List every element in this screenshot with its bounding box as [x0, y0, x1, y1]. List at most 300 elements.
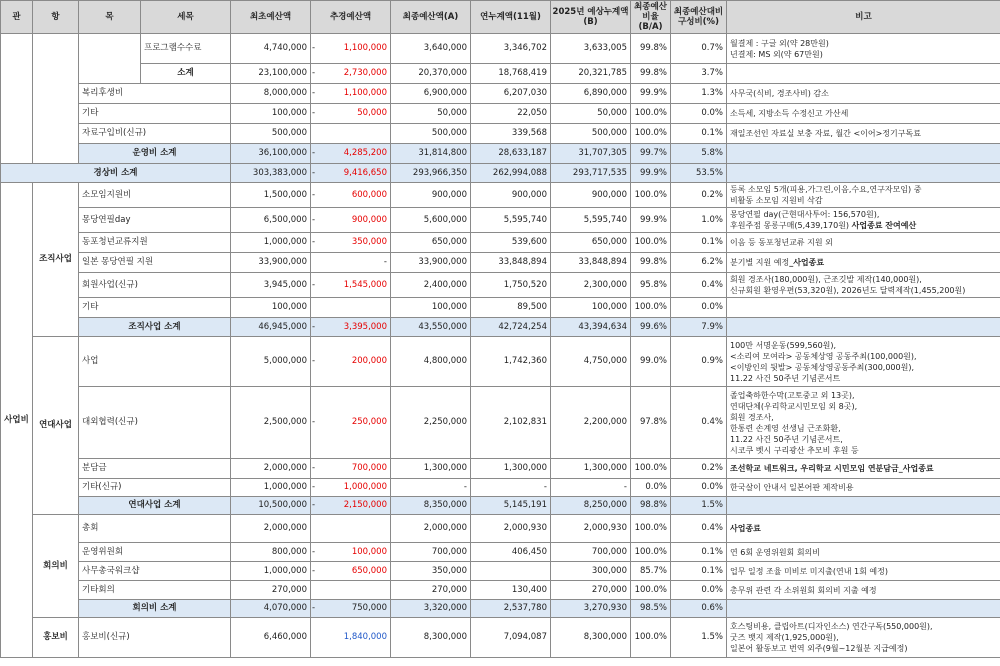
supp-sign: -: [311, 459, 319, 479]
note-cell: 조선학교 네트워크, 우리학교 시민모임 연분담금_사업종료: [727, 459, 1000, 479]
share-cell: 0.0%: [671, 479, 727, 497]
supp-cell: 200,000: [319, 337, 391, 387]
note-cell: 소득세, 지방소득 수정신고 가산세: [727, 104, 1000, 124]
ratio-cell: 99.9%: [631, 164, 671, 183]
initial-cell: 303,383,000: [231, 164, 311, 183]
note-line: 월결제 : 구글 외(약 28만원): [730, 38, 829, 48]
note-cell: 연 6회 운영위원회 회의비: [727, 543, 1000, 562]
header-annual: 연누계액(11월): [471, 1, 551, 34]
supp-cell: 750,000: [319, 600, 391, 618]
share-cell: 0.0%: [671, 581, 727, 600]
note-cell: [727, 337, 1000, 387]
note-line: 호스팅비용, 클립아트(디자인소스) 연간구독(550,000원),: [730, 622, 933, 631]
annual-cell: 539,600: [471, 233, 551, 253]
ratio-cell: 100.0%: [631, 104, 671, 124]
note-cell: [727, 183, 1000, 208]
table-row: [1, 84, 1000, 104]
initial-cell: 100,000: [231, 298, 311, 318]
ratio-cell: 100.0%: [631, 515, 671, 543]
mok-cell: [79, 34, 141, 84]
annual-cell: 2,537,780: [471, 600, 551, 618]
annual-cell: [471, 562, 551, 581]
note-line: 연대단체(우리학교시민모임 외 8곳),: [730, 401, 858, 411]
supp-sign: [311, 618, 319, 658]
supp-cell: 3,395,000: [319, 318, 391, 337]
mok-cell: 소모임지원비: [79, 183, 231, 208]
initial-cell: 1,000,000: [231, 233, 311, 253]
table-row: [1, 298, 1000, 318]
forecast-cell: 33,848,894: [551, 253, 631, 273]
final-cell: 270,000: [391, 581, 471, 600]
initial-cell: 36,100,000: [231, 144, 311, 164]
header-share: 최종예산대비구성비(%): [671, 1, 727, 34]
forecast-cell: 100,000: [551, 298, 631, 318]
final-cell: 20,370,000: [391, 64, 471, 84]
supp-cell: 50,000: [319, 104, 391, 124]
share-cell: 0.1%: [671, 124, 727, 144]
supp-cell: [319, 515, 391, 543]
final-cell: 8,300,000: [391, 618, 471, 658]
table-row: [1, 144, 1000, 164]
table-row: [1, 318, 1000, 337]
share-cell: 0.9%: [671, 337, 727, 387]
annual-cell: 6,207,030: [471, 84, 551, 104]
subtotal-label: 소계: [141, 64, 231, 84]
supp-cell: 250,000: [319, 387, 391, 459]
forecast-cell: 6,890,000: [551, 84, 631, 104]
note-text: 분기별 지원 예정: [730, 258, 790, 267]
table-row: [1, 543, 1000, 562]
mok-cell: 기타: [79, 298, 231, 318]
note-cell: [727, 618, 1000, 658]
ratio-cell: 97.8%: [631, 387, 671, 459]
supp-sign: [311, 298, 319, 318]
share-cell: 0.6%: [671, 600, 727, 618]
mok-cell: 분담금: [79, 459, 231, 479]
supp-sign: [311, 515, 319, 543]
ratio-cell: 99.9%: [631, 208, 671, 233]
ratio-cell: 100.0%: [631, 233, 671, 253]
hang-cell: [33, 34, 79, 164]
note-line: 100만 서명운동(599,560원),: [730, 340, 837, 350]
table-row: [1, 183, 1000, 208]
note-line: [730, 220, 997, 231]
supp-cell: 1,840,000: [319, 618, 391, 658]
annual-cell: 7,094,087: [471, 618, 551, 658]
header-hang: 항: [33, 1, 79, 34]
mok-cell: 자료구입비(신규): [79, 124, 231, 144]
share-cell: 0.7%: [671, 34, 727, 64]
table-row: [1, 497, 1000, 515]
note-line: <이방인의 뒷발> 공동체상영공동주최(300,000원),: [730, 362, 915, 372]
forecast-cell: 2,000,930: [551, 515, 631, 543]
supp-sign: [311, 124, 319, 144]
share-cell: 0.1%: [671, 562, 727, 581]
annual-cell: 1,300,000: [471, 459, 551, 479]
ratio-cell: 99.8%: [631, 253, 671, 273]
forecast-cell: 8,300,000: [551, 618, 631, 658]
note-cell: [727, 387, 1000, 459]
note-cell: [727, 298, 1000, 318]
ratio-cell: 95.8%: [631, 273, 671, 298]
note-line: 11.22 사건 50주년 기념콘서트,: [730, 434, 843, 444]
annual-cell: 28,633,187: [471, 144, 551, 164]
supp-cell: 2,730,000: [319, 64, 391, 84]
final-cell: -: [391, 479, 471, 497]
final-cell: 650,000: [391, 233, 471, 253]
share-cell: 7.9%: [671, 318, 727, 337]
table-row: [1, 233, 1000, 253]
supp-cell: 350,000: [319, 233, 391, 253]
annual-cell: 42,724,254: [471, 318, 551, 337]
forecast-cell: 2,200,000: [551, 387, 631, 459]
share-cell: 0.0%: [671, 104, 727, 124]
header-forecast: 2025년 예상누계액(B): [551, 1, 631, 34]
supp-sign: -: [311, 337, 319, 387]
table-row: [1, 618, 1000, 658]
supp-cell: 600,000: [319, 183, 391, 208]
table-row: [1, 208, 1000, 233]
table-row: [1, 562, 1000, 581]
table-row: [1, 273, 1000, 298]
note-cell: [727, 253, 1000, 273]
ratio-cell: 99.8%: [631, 34, 671, 64]
ratio-cell: 99.7%: [631, 144, 671, 164]
forecast-cell: 1,300,000: [551, 459, 631, 479]
ratio-cell: 100.0%: [631, 183, 671, 208]
table-row: [1, 104, 1000, 124]
initial-cell: 2,000,000: [231, 459, 311, 479]
table-row: [1, 34, 1000, 64]
hang-hoeui-label: 회의비: [33, 515, 79, 618]
supp-cell: 9,416,650: [319, 164, 391, 183]
supp-sign: -: [311, 84, 319, 104]
annual-cell: 22,050: [471, 104, 551, 124]
note-line: 회원 경조사,: [730, 412, 774, 422]
supp-cell: 100,000: [319, 543, 391, 562]
supp-sign: [311, 581, 319, 600]
final-cell: 293,966,350: [391, 164, 471, 183]
forecast-cell: 8,250,000: [551, 497, 631, 515]
ratio-cell: 100.0%: [631, 618, 671, 658]
note-cell: [727, 144, 1000, 164]
ratio-cell: 100.0%: [631, 581, 671, 600]
table-row: [1, 387, 1000, 459]
ratio-cell: 100.0%: [631, 459, 671, 479]
final-cell: 8,350,000: [391, 497, 471, 515]
supp-sign: -: [311, 183, 319, 208]
note-cell: 총무위 관련 각 소위원회 회의비 지출 예정: [727, 581, 1000, 600]
header-mok: 목: [79, 1, 141, 34]
supp-sign: -: [311, 273, 319, 298]
share-cell: 1.5%: [671, 497, 727, 515]
share-cell: 0.4%: [671, 273, 727, 298]
table-row: [1, 164, 1000, 183]
note-text: 후원주점 몽롱구매(5,439,170원): [730, 221, 852, 230]
note-line: 한통련 손계영 선생님 근조화환,: [730, 423, 841, 433]
supp-sign: [311, 253, 319, 273]
note-line: 몽당연필 day(근현대사투어: 156,570원),: [730, 210, 880, 219]
semok-cell: 프로그램수수료: [141, 34, 231, 64]
mok-cell: 대외협력(신규): [79, 387, 231, 459]
supp-sign: -: [311, 387, 319, 459]
forecast-cell: 270,000: [551, 581, 631, 600]
note-line: 졸업축하한수막(고토중고 외 13곳),: [730, 390, 855, 400]
final-cell: 6,900,000: [391, 84, 471, 104]
share-cell: 5.8%: [671, 144, 727, 164]
note-line: <소리여 모여라> 공동체상영 공동주최(100,000원),: [730, 351, 917, 361]
share-cell: 0.4%: [671, 387, 727, 459]
supp-sign: -: [311, 164, 319, 183]
table-row: [1, 253, 1000, 273]
header-supp: 추경예산액: [311, 1, 391, 34]
table-row: [1, 515, 1000, 543]
final-cell: 33,900,000: [391, 253, 471, 273]
ratio-cell: 100.0%: [631, 298, 671, 318]
ratio-cell: 99.6%: [631, 318, 671, 337]
note-emphasis: 사업종료 잔여예산: [851, 221, 917, 230]
note-line: 회원 경조사(180,000원), 근조깃발 제작(140,000원),: [730, 275, 922, 284]
annual-cell: 3,346,702: [471, 34, 551, 64]
mok-cell: 기타(신규): [79, 479, 231, 497]
header-gwan: 관: [1, 1, 33, 34]
ratio-cell: 100.0%: [631, 543, 671, 562]
share-cell: 1.5%: [671, 618, 727, 658]
forecast-cell: 50,000: [551, 104, 631, 124]
initial-cell: 2,000,000: [231, 515, 311, 543]
share-cell: 1.3%: [671, 84, 727, 104]
final-cell: 31,814,800: [391, 144, 471, 164]
initial-cell: 4,740,000: [231, 34, 311, 64]
final-cell: 700,000: [391, 543, 471, 562]
note-cell: 사업종료: [727, 515, 1000, 543]
supp-cell: 900,000: [319, 208, 391, 233]
note-cell: 이음 등 동포청년교류 지원 외: [727, 233, 1000, 253]
annual-cell: 339,568: [471, 124, 551, 144]
subtotal-label: 연대사업 소계: [79, 497, 231, 515]
initial-cell: 4,070,000: [231, 600, 311, 618]
supp-cell: 1,545,000: [319, 273, 391, 298]
mok-cell: 홍보비(신규): [79, 618, 231, 658]
header-ratio: 최종예산비율(B/A): [631, 1, 671, 34]
annual-cell: 18,768,419: [471, 64, 551, 84]
mok-cell: 운영위원회: [79, 543, 231, 562]
note-cell: [727, 64, 1000, 84]
initial-cell: 1,000,000: [231, 562, 311, 581]
share-cell: 0.2%: [671, 183, 727, 208]
mok-cell: 복리후생비: [79, 84, 231, 104]
forecast-cell: 4,750,000: [551, 337, 631, 387]
annual-cell: 1,750,520: [471, 273, 551, 298]
forecast-cell: 700,000: [551, 543, 631, 562]
gyeongsang-total-label: 경상비 소계: [1, 164, 231, 183]
note-line: 등록 소모임 5개(피용,가그린,이음,수요,연구자모임) 중: [730, 185, 922, 194]
note-cell: [727, 497, 1000, 515]
header-semok: 세목: [141, 1, 231, 34]
subtotal-label: 운영비 소계: [79, 144, 231, 164]
initial-cell: 500,000: [231, 124, 311, 144]
share-cell: 53.5%: [671, 164, 727, 183]
annual-cell: -: [471, 479, 551, 497]
note-line: 시코쿠 벳시 구리광산 추모비 후원 등: [730, 445, 859, 455]
annual-cell: 900,000: [471, 183, 551, 208]
table-row: [1, 124, 1000, 144]
supp-cell: 700,000: [319, 459, 391, 479]
supp-sign: -: [311, 34, 319, 64]
initial-cell: 33,900,000: [231, 253, 311, 273]
share-cell: 6.2%: [671, 253, 727, 273]
note-line: 11.22 사건 50주년 기념콘서트: [730, 373, 841, 383]
supp-cell: 650,000: [319, 562, 391, 581]
supp-sign: -: [311, 600, 319, 618]
forecast-cell: -: [551, 479, 631, 497]
note-line: 굿즈 뱃지 제작(1,925,000원),: [730, 633, 839, 642]
mok-cell: 일본 몽당연필 지원: [79, 253, 231, 273]
supp-cell: 1,100,000: [319, 34, 391, 64]
initial-cell: 8,000,000: [231, 84, 311, 104]
subtotal-label: 조직사업 소계: [79, 318, 231, 337]
table-row: [1, 459, 1000, 479]
note-line: 신규회원 환영우편(53,320원), 2026년도 달력제작(1,455,200원): [730, 286, 966, 295]
supp-cell: [319, 298, 391, 318]
supp-cell: 1,100,000: [319, 84, 391, 104]
gwan-cell: [1, 34, 33, 164]
final-cell: 3,640,000: [391, 34, 471, 64]
ratio-cell: 85.7%: [631, 562, 671, 581]
share-cell: 1.0%: [671, 208, 727, 233]
table-row: [1, 479, 1000, 497]
forecast-cell: 900,000: [551, 183, 631, 208]
forecast-cell: 500,000: [551, 124, 631, 144]
initial-cell: 1,000,000: [231, 479, 311, 497]
annual-cell: 262,994,088: [471, 164, 551, 183]
annual-cell: 33,848,894: [471, 253, 551, 273]
supp-sign: -: [311, 562, 319, 581]
initial-cell: 6,500,000: [231, 208, 311, 233]
initial-cell: 100,000: [231, 104, 311, 124]
note-cell: [727, 318, 1000, 337]
hang-hongbo-label: 홍보비: [33, 618, 79, 658]
final-cell: 350,000: [391, 562, 471, 581]
gwan-saeop-label: 사업비: [1, 183, 33, 658]
table-row: [1, 64, 1000, 84]
table-row: [1, 600, 1000, 618]
ratio-cell: 0.0%: [631, 479, 671, 497]
supp-cell: 2,150,000: [319, 497, 391, 515]
supp-sign: -: [311, 64, 319, 84]
final-cell: 1,300,000: [391, 459, 471, 479]
forecast-cell: 3,270,930: [551, 600, 631, 618]
final-cell: 900,000: [391, 183, 471, 208]
ratio-cell: 99.9%: [631, 84, 671, 104]
forecast-cell: 2,300,000: [551, 273, 631, 298]
supp-sign: -: [311, 543, 319, 562]
share-cell: 0.2%: [671, 459, 727, 479]
subtotal-label: 회의비 소계: [79, 600, 231, 618]
initial-cell: 6,460,000: [231, 618, 311, 658]
note-cell: [727, 273, 1000, 298]
mok-cell: 회원사업(신규): [79, 273, 231, 298]
annual-cell: 89,500: [471, 298, 551, 318]
final-cell: 3,320,000: [391, 600, 471, 618]
initial-cell: 3,945,000: [231, 273, 311, 298]
note-cell: [727, 34, 1000, 64]
header-row: [1, 1, 1000, 34]
mok-cell: 몽당연필day: [79, 208, 231, 233]
supp-sign: -: [311, 318, 319, 337]
initial-cell: 10,500,000: [231, 497, 311, 515]
header-final: 최종예산액(A): [391, 1, 471, 34]
final-cell: 2,000,000: [391, 515, 471, 543]
forecast-cell: 3,633,005: [551, 34, 631, 64]
note-line: 년결제: MS 외(약 67만원): [730, 49, 823, 59]
final-cell: 500,000: [391, 124, 471, 144]
header-initial: 최초예산액: [231, 1, 311, 34]
supp-sign: -: [311, 144, 319, 164]
forecast-cell: 5,595,740: [551, 208, 631, 233]
supp-sign: -: [311, 479, 319, 497]
forecast-cell: 300,000: [551, 562, 631, 581]
annual-cell: 2,102,831: [471, 387, 551, 459]
note-cell: 업무 일정 조율 미비로 미지출(연내 1회 예정): [727, 562, 1000, 581]
initial-cell: 2,500,000: [231, 387, 311, 459]
mok-cell: 총회: [79, 515, 231, 543]
forecast-cell: 293,717,535: [551, 164, 631, 183]
annual-cell: 1,742,360: [471, 337, 551, 387]
note-cell: [727, 208, 1000, 233]
annual-cell: 130,400: [471, 581, 551, 600]
annual-cell: 5,145,191: [471, 497, 551, 515]
final-cell: 2,250,000: [391, 387, 471, 459]
final-cell: 4,800,000: [391, 337, 471, 387]
annual-cell: 406,450: [471, 543, 551, 562]
table-row: [1, 581, 1000, 600]
note-line: 비활동 소모임 지원비 삭감: [730, 196, 823, 205]
initial-cell: 5,000,000: [231, 337, 311, 387]
ratio-cell: 99.8%: [631, 64, 671, 84]
supp-sign: -: [311, 233, 319, 253]
ratio-cell: 98.5%: [631, 600, 671, 618]
note-cell: 한국살이 안내서 일본어판 제작비용: [727, 479, 1000, 497]
share-cell: 0.0%: [671, 298, 727, 318]
forecast-cell: 31,707,305: [551, 144, 631, 164]
ratio-cell: 98.8%: [631, 497, 671, 515]
initial-cell: 23,100,000: [231, 64, 311, 84]
final-cell: 100,000: [391, 298, 471, 318]
final-cell: 50,000: [391, 104, 471, 124]
header-note: 비고: [727, 1, 1000, 34]
note-cell: [727, 164, 1000, 183]
note-cell: [727, 600, 1000, 618]
mok-cell: 사무총국워크샵: [79, 562, 231, 581]
supp-sign: -: [311, 497, 319, 515]
initial-cell: 800,000: [231, 543, 311, 562]
share-cell: 3.7%: [671, 64, 727, 84]
forecast-cell: 20,321,785: [551, 64, 631, 84]
supp-sign: -: [311, 104, 319, 124]
share-cell: 0.1%: [671, 543, 727, 562]
note-cell: 사무국(식비, 경조사비) 감소: [727, 84, 1000, 104]
annual-cell: 5,595,740: [471, 208, 551, 233]
supp-cell: 1,000,000: [319, 479, 391, 497]
initial-cell: 270,000: [231, 581, 311, 600]
mok-cell: 동포청년교류지원: [79, 233, 231, 253]
mok-cell: 기타: [79, 104, 231, 124]
forecast-cell: 43,394,634: [551, 318, 631, 337]
final-cell: 43,550,000: [391, 318, 471, 337]
initial-cell: 1,500,000: [231, 183, 311, 208]
note-emphasis: _사업종료: [789, 258, 825, 267]
